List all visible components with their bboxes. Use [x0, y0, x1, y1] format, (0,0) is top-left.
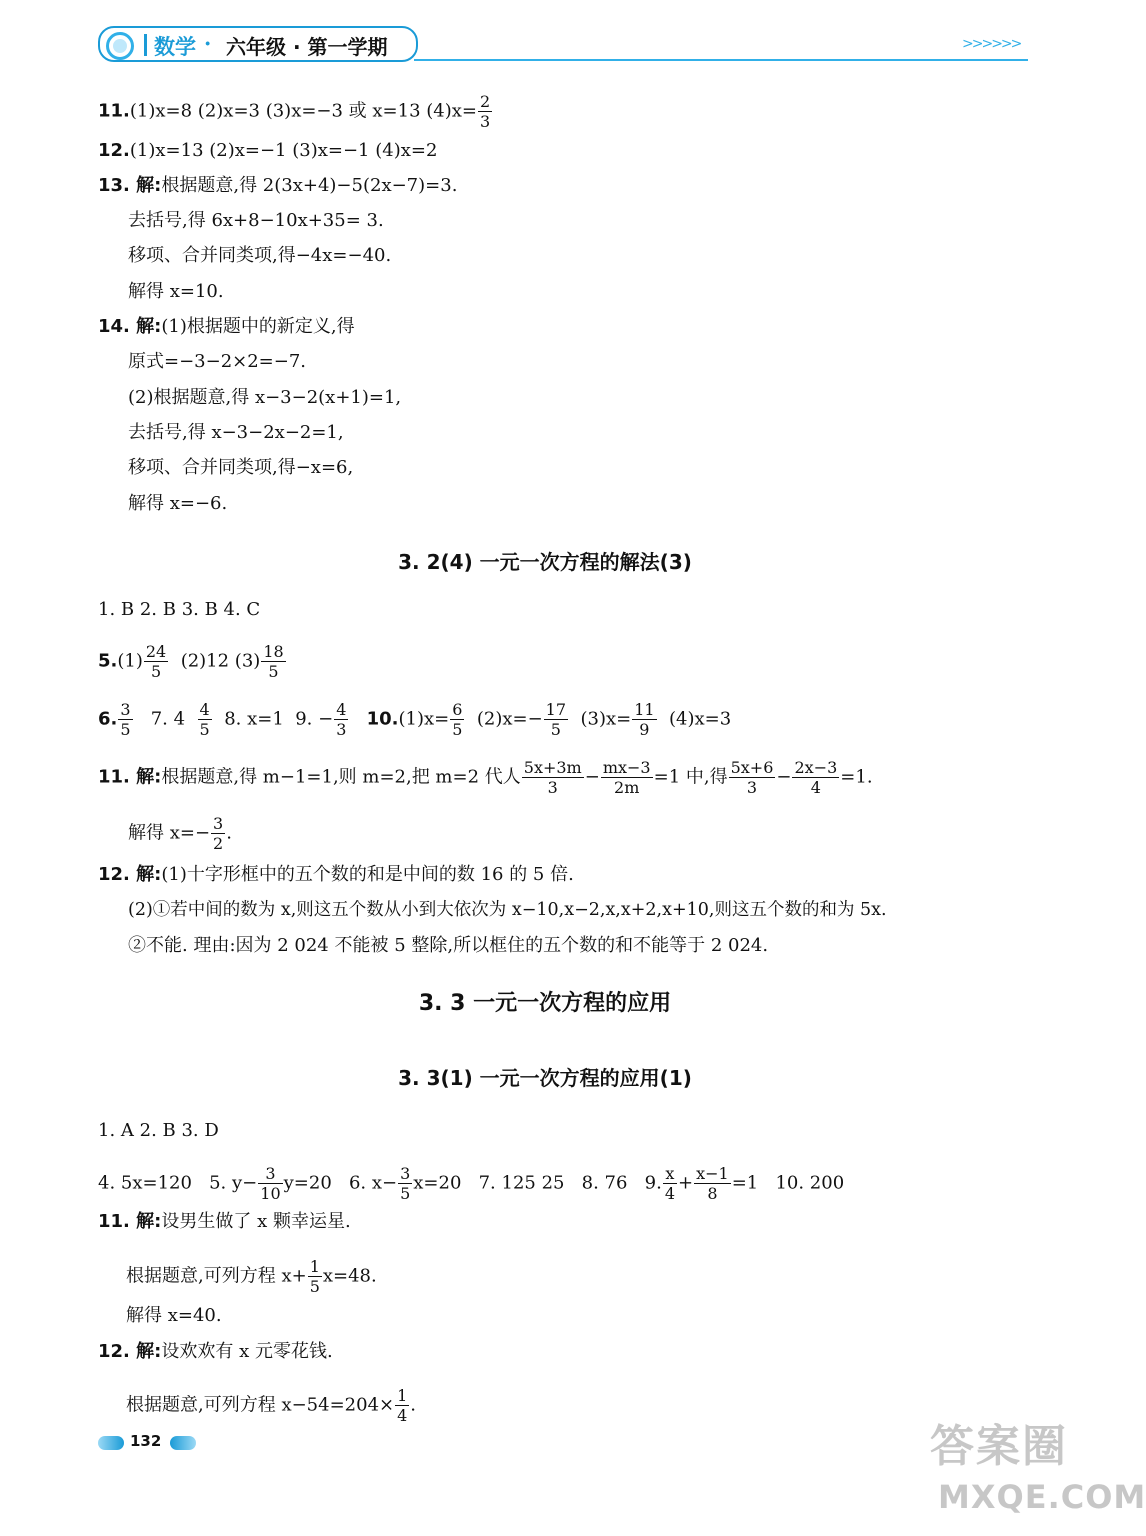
section-title-3-3-1: 3. 3(1) 一元一次方程的应用(1): [398, 1066, 692, 1090]
answer-line-14-step: (2)根据题意,得 x−3−2(x+1)=1,: [128, 387, 402, 408]
fraction: $\frac{x}{4}$: [664, 1164, 676, 1203]
answer-line-14: 14. 解:(1)根据题中的新定义,得: [98, 316, 355, 337]
answer-line-13-step: 去括号,得 6x+8−10x+35= 3.: [128, 210, 384, 231]
answer-line-11c: 11. 解:设男生做了 x 颗幸运星.: [98, 1211, 351, 1232]
header-dot: ·: [204, 31, 212, 56]
answer-line-1-4: 1. B 2. B 3. B 4. C: [98, 599, 261, 620]
page-number: 132: [130, 1432, 162, 1450]
answer-line-12b-part3: ②不能. 理由:因为 2 024 不能被 5 整除,所以框住的五个数的和不能等于 2 024.: [128, 935, 769, 956]
header-separator: [144, 34, 147, 56]
answer-line-1-3: 1. A 2. B 3. D: [98, 1120, 219, 1141]
answer-line-6-10: 6. $\frac{3}{5}$ 7. 4 $\frac{4}{5}$ 8. x=1 9. − $\frac{4}{3}$ 10.(1)x= $\frac{6}{5}$ (2)x=− $\frac{17}{5}$ (3)x= $\frac{11}{9}$ (4)x=3: [98, 700, 732, 739]
answer-line-12: 12.(1)x=13 (2)x=−1 (3)x=−1 (4)x=2: [98, 140, 438, 161]
answer-line-11: 11.(1)x=8 (2)x=3 (3)x=−3 或 x=13 (4)x= $\frac{2}{3}$: [98, 92, 491, 131]
answer-line-11b: 11. 解:根据题意,得 m−1=1,则 m=2,把 m=2 代人 $\frac{5x+3m}{3}$ − $\frac{mx-3}{2m}$ =1 中,得 $\frac{5x+6}{3}$ − $\frac{2x-3}{4}$ =1.: [98, 758, 873, 797]
page-pill-left-icon: [98, 1436, 124, 1450]
header-title-box: [98, 26, 418, 62]
watermark-url: MXQE.COM: [938, 1478, 1146, 1516]
section-title-3-3: 3. 3 一元一次方程的应用: [418, 991, 672, 1016]
answer-line-14-step: 原式=−3−2×2=−7.: [128, 351, 307, 372]
fraction: $\frac{3}{10}$: [260, 1164, 281, 1203]
answer-line-13-step: 移项、合并同类项,得−4x=−40.: [128, 245, 392, 266]
fraction: $\frac{5x+3m}{3}$: [523, 758, 582, 797]
page-header: [98, 26, 1028, 66]
answer-line-12b-part2: (2)①若中间的数为 x,则这五个数从小到大依次为 x−10,x−2,x,x+2,x+10,则这五个数的和为 5x.: [128, 900, 887, 920]
fraction: $\frac{2}{3}$: [480, 92, 491, 131]
answer-line-5: 5.(1) $\frac{24}{5}$ (2)12 (3) $\frac{18}{5}$: [98, 642, 284, 681]
fraction: $\frac{11}{9}$: [634, 700, 655, 739]
watermark-text: 答案圈: [930, 1421, 1068, 1472]
fraction: $\frac{3}{2}$: [213, 814, 224, 853]
page-pill-right-icon: [170, 1436, 196, 1450]
section-title-3-2-4: 3. 2(4) 一元一次方程的解法(3): [398, 550, 692, 574]
fraction: $\frac{2x-3}{4}$: [794, 758, 838, 797]
fraction: $\frac{1}{5}$: [309, 1257, 320, 1296]
answer-line-12c-equation: 根据题意,可列方程 x−54=204× $\frac{1}{4}$ .: [126, 1386, 417, 1425]
answer-line-12b: 12. 解:(1)十字形框中的五个数的和是中间的数 16 的 5 倍.: [98, 864, 574, 885]
answer-line-12c: 12. 解:设欢欢有 x 元零花钱.: [98, 1341, 333, 1362]
fraction: $\frac{17}{5}$: [545, 700, 567, 739]
header-subject: 数学: [154, 35, 196, 59]
fraction: $\frac{18}{5}$: [263, 642, 284, 681]
chevrons-icon: >>>>>>: [962, 36, 1021, 52]
circle-logo-icon: [106, 32, 134, 60]
watermark-logo: [930, 1410, 1146, 1530]
fraction: $\frac{6}{5}$: [452, 700, 463, 739]
header-grade: 六年级 · 第一学期: [226, 35, 388, 59]
answer-line-14-step: 去括号,得 x−3−2x−2=1,: [128, 422, 344, 443]
fraction: $\frac{24}{5}$: [145, 642, 167, 681]
answer-line-14-step: 移项、合并同类项,得−x=6,: [128, 457, 354, 478]
answer-line-14-step: 解得 x=−6.: [128, 493, 228, 514]
fraction: $\frac{4}{3}$: [336, 700, 347, 739]
header-rule: [414, 59, 1028, 61]
fraction: $\frac{4}{5}$: [199, 700, 210, 739]
answer-line-11b-result: 解得 x=− $\frac{3}{2}$ .: [128, 814, 232, 853]
answer-line-13-step: 解得 x=10.: [128, 281, 224, 302]
answer-line-11c-result: 解得 x=40.: [126, 1305, 222, 1326]
answer-line-4-10: 4. 5x=120 5. y− $\frac{3}{10}$ y=20 6. x− $\frac{3}{5}$ x=20 7. 125 25 8. 76 9. $\frac{x}{4}$ + $\frac{x-1}{8}$ =1 10. 200: [98, 1164, 845, 1203]
fraction: $\frac{5x+6}{3}$: [730, 758, 774, 797]
answer-line-11c-equation: 根据题意,可列方程 x+ $\frac{1}{5}$ x=48.: [126, 1257, 377, 1296]
answer-line-13: 13. 解:根据题意,得 2(3x+4)−5(2x−7)=3.: [98, 175, 458, 196]
fraction: $\frac{mx-3}{2m}$: [602, 758, 651, 797]
fraction: $\frac{x-1}{8}$: [696, 1164, 729, 1203]
fraction: $\frac{3}{5}$: [120, 700, 131, 739]
fraction: $\frac{3}{5}$: [400, 1164, 411, 1203]
fraction: $\frac{1}{4}$: [397, 1386, 408, 1425]
